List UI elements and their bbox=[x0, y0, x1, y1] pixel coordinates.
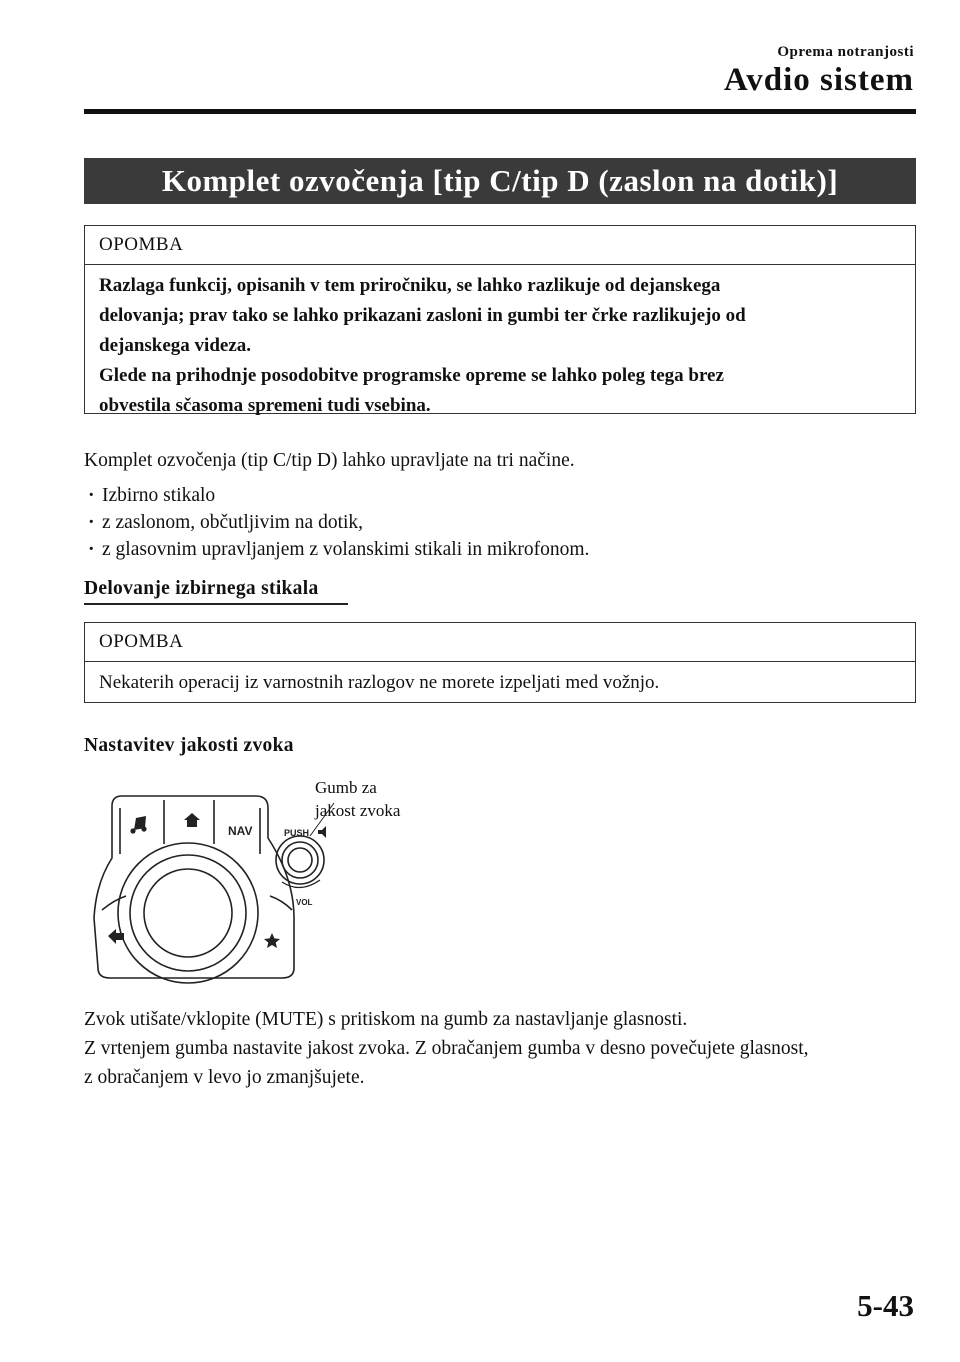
volume-knob-outer bbox=[276, 836, 324, 884]
note-box-disclaimer bbox=[84, 225, 916, 414]
note-line: Glede na prihodnje posodobitve programske opreme se lahko poleg tega brez bbox=[99, 365, 724, 386]
push-label: PUSH bbox=[284, 828, 310, 838]
bullet-text: z zaslonom, občutljivim na dotik, bbox=[102, 512, 364, 533]
header-rule bbox=[84, 109, 916, 114]
vol-label: VOL bbox=[296, 898, 313, 907]
bullet-item bbox=[88, 509, 363, 537]
bullet-item bbox=[88, 536, 589, 564]
bullet-item bbox=[88, 482, 215, 510]
bullet-dot: · bbox=[88, 485, 95, 506]
nav-label: NAV bbox=[228, 824, 253, 838]
music-note-icon-head bbox=[130, 828, 135, 833]
intro-paragraph: Komplet ozvočenja (tip C/tip D) lahko upravljate na tri načine. bbox=[84, 450, 575, 471]
subheading-volume: Nastavitev jakosti zvoka bbox=[84, 735, 294, 756]
commander-switch-figure bbox=[84, 778, 354, 998]
bullet-dot: · bbox=[88, 512, 95, 533]
music-note-icon-head bbox=[141, 826, 146, 831]
note-title: OPOMBA bbox=[85, 226, 915, 265]
section-title-banner: Komplet ozvočenja [tip C/tip D (zaslon na dotik)] bbox=[84, 158, 916, 204]
subheading-underline bbox=[84, 603, 348, 605]
page-number: 5-43 bbox=[857, 1288, 914, 1323]
star-icon bbox=[264, 933, 280, 948]
body-paragraph: z obračanjem v levo jo zmanjšujete. bbox=[84, 1067, 365, 1088]
dial-knob bbox=[144, 869, 232, 957]
running-head: Oprema notranjosti bbox=[777, 44, 914, 60]
subheading-commander-switch: Delovanje izbirnega stikala bbox=[84, 578, 319, 599]
volume-knob-inner bbox=[288, 848, 312, 872]
back-arrow-icon bbox=[108, 929, 124, 944]
body-paragraph: Z vrtenjem gumba nastavite jakost zvoka. Z obračanjem gumba v desno povečujete glasnost, bbox=[84, 1038, 809, 1059]
body-paragraph: Zvok utišate/vklopite (MUTE) s pritiskom na gumb za nastavljanje glasnosti. bbox=[84, 1009, 688, 1030]
note-title: OPOMBA bbox=[85, 623, 915, 662]
callout-line: Gumb za bbox=[315, 778, 377, 797]
commander-switch-drawing bbox=[84, 778, 354, 993]
note-body: Nekaterih operacij iz varnostnih razlogov ne morete izpeljati med vožnjo. bbox=[99, 672, 660, 693]
note-line: Razlaga funkcij, opisanih v tem priročniku, se lahko razlikuje od dejanskega bbox=[99, 275, 721, 296]
chapter-title: Avdio sistem bbox=[723, 62, 914, 98]
note-line: dejanskega videza. bbox=[99, 335, 251, 356]
bullet-dot: · bbox=[88, 539, 95, 560]
callout-line: jakost zvoka bbox=[315, 801, 401, 820]
dial-outer-ring bbox=[118, 843, 258, 983]
speaker-mute-icon bbox=[318, 826, 334, 838]
note-box-safety bbox=[84, 622, 916, 703]
bullet-text: z glasovnim upravljanjem z volanskimi stikali in mikrofonom. bbox=[102, 539, 590, 560]
bullet-text: Izbirno stikalo bbox=[102, 485, 216, 506]
dial-middle-ring bbox=[130, 855, 246, 971]
note-line: delovanja; prav tako se lahko prikazani zasloni in gumbi ter črke razlikujejo od bbox=[99, 305, 746, 326]
note-line: obvestila sčasoma spremeni tudi vsebina. bbox=[99, 395, 431, 416]
note-body bbox=[85, 265, 915, 429]
home-icon bbox=[184, 813, 200, 827]
